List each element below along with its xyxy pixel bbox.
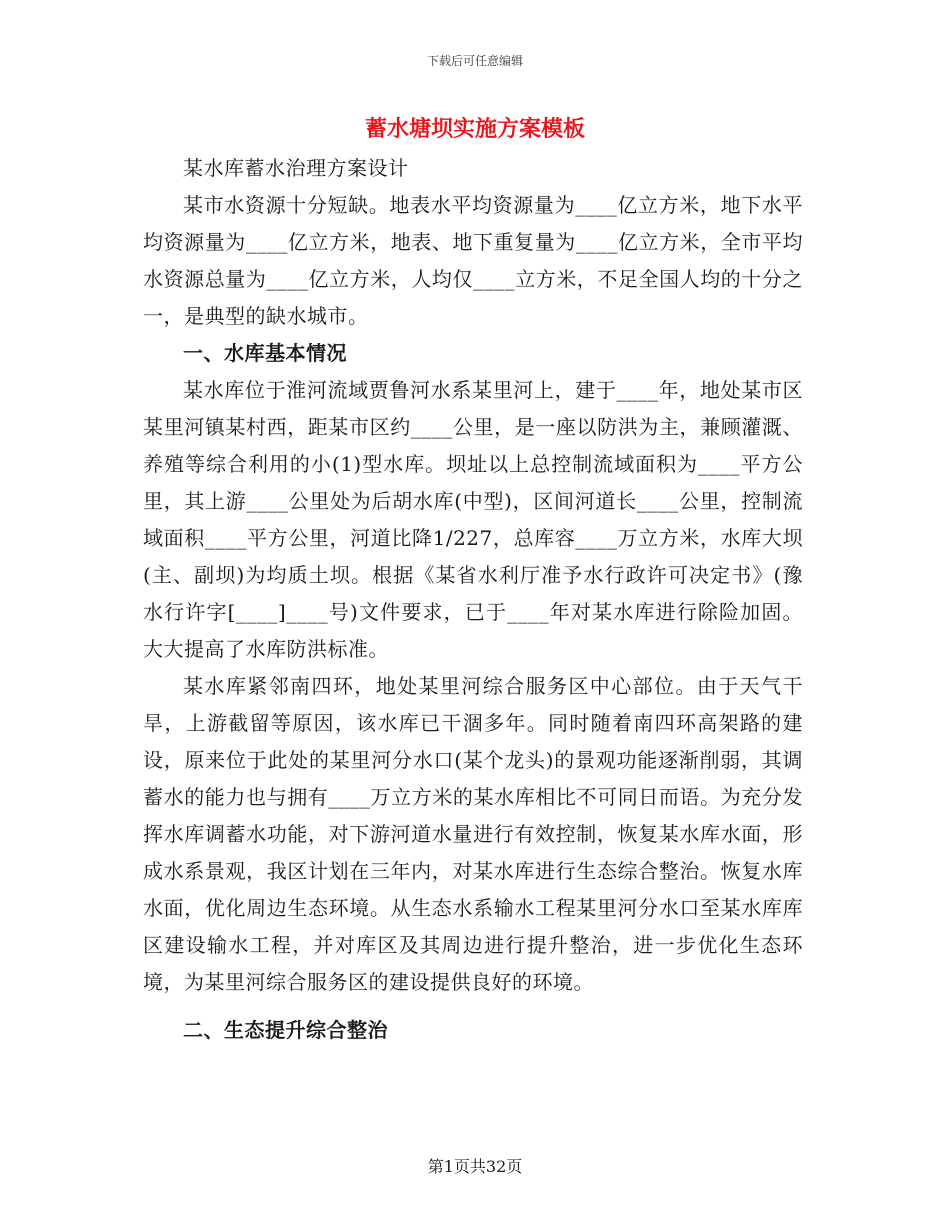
section-heading-1: 一、水库基本情况 bbox=[183, 341, 347, 365]
section1-paragraph-1: 某水库位于淮河流域贾鲁河水系某里河上，建于____年，地处某市区某里河镇某村西，距某市区约____公里，是一座以防洪为主，兼顾灌溉、养殖等综合利用的小(1)型水库。坝址以上总控制流域面积为____平方公里，其上游____公里处为后胡水库(中型)，区间河道长____公里，控制流域面积____平方公里，河道比降1/227，总库容____万立方米，水库大坝(主、副坝)为均质土坝。根据《某省水利厅准予水行政许可决定书》(豫水行许字[____]____号)文件要求，已于____年对某水库进行除险加固。大大提高了水库防洪标准。 bbox=[143, 378, 803, 661]
document-subtitle: 某水库蓄水治理方案设计 bbox=[183, 156, 409, 180]
section1-paragraph-2: 某水库紧邻南四环，地处某里河综合服务区中心部位。由于天气干旱，上游截留等原因，该水库已干涸多年。同时随着南四环高架路的建设，原来位于此处的某里河分水口(某个龙头)的景观功能逐渐削弱，其调蓄水的能力也与拥有____万立方米的某水库相比不可同日而语。为充分发挥水库调蓄水功能，对下游河道水量进行有效控制，恢复某水库水面，形成水系景观，我区计划在三年内，对某水库进行生态综合整治。恢复水库水面，优化周边生态环境。从生态水系输水工程某里河分水口至某水库库区建设输水工程，并对库区及其周边进行提升整治，进一步优化生态环境，为某里河综合服务区的建设提供良好的环境。 bbox=[143, 674, 803, 994]
page-number: 第1页共32页 bbox=[427, 1157, 523, 1176]
document-body bbox=[143, 150, 803, 1049]
page-header: 下载后可任意编辑 bbox=[426, 54, 523, 68]
section-heading-2: 二、生态提升综合整治 bbox=[183, 1018, 388, 1042]
intro-paragraph: 某市水资源十分短缺。地表水平均资源量为____亿立方米，地下水平均资源量为____亿立方米，地表、地下重复量为____亿立方米，全市平均水资源总量为____亿立方米，人均仅____立方米，不足全国人均的十分之一，是典型的缺水城市。 bbox=[143, 193, 803, 328]
document-title: 蓄水塘坝实施方案模板 bbox=[364, 116, 585, 142]
